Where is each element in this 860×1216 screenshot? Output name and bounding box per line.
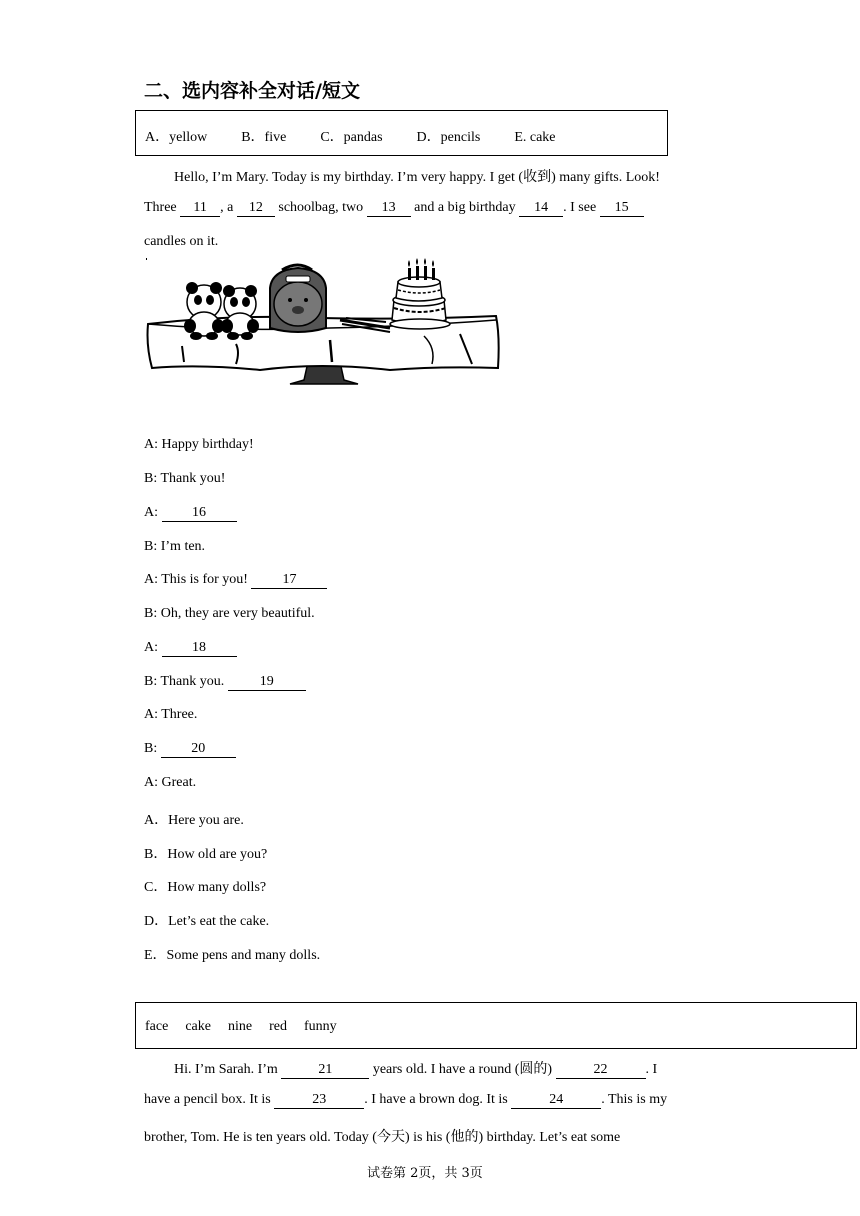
panda-icon [184,282,224,340]
dialogue-line [144,572,327,589]
text: and a big birthday [410,200,520,215]
word-bank [145,1019,354,1035]
dialogue-line [144,640,237,657]
blank-24: 24 [511,1093,601,1109]
text: Three [144,200,181,215]
dialogue-line: A: Three. [144,707,198,722]
text: . I have a brown dog. It is [364,1092,512,1107]
passage1-line3: candles on it. [144,234,219,249]
blank-22: 22 [556,1063,646,1079]
blank-16: 16 [162,506,237,522]
dialogue-line [144,741,236,758]
word-item: funny [303,1019,337,1034]
dialogue-option-c: C．How many dolls? [144,880,267,895]
dialogue-prefix: B: Thank you. [144,674,228,689]
blank-13: 13 [367,201,411,217]
passage1-line2 [144,200,644,217]
blank-20: 20 [161,742,236,758]
passage2-line2 [144,1092,667,1109]
passage2-line3: brother, Tom. He is ten years old. Today (今天) is his (他的) birthday. Let’s eat some [144,1130,621,1145]
dialogue-prefix: A: This is for you! [144,572,252,587]
dialogue-option-d: D．Let’s eat the cake. [144,914,270,929]
text: have a pencil box. It is [144,1092,275,1107]
word-item: cake [185,1019,211,1034]
birthday-gifts-illustration [140,256,510,392]
blank-18: 18 [162,641,237,657]
blank-23: 23 [274,1093,364,1109]
passage2-line1 [174,1058,657,1079]
dialogue-prefix: A: [144,640,162,655]
options-box-1 [135,110,668,156]
blank-19: 19 [228,675,306,691]
dialogue-line [144,674,306,691]
word-item: red [269,1019,287,1034]
section-title: 二、选内容补全对话/短文 [144,80,360,102]
dialogue-line: A: Happy birthday! [144,437,254,452]
page-footer: 试卷第 2页，共 3页 [367,1166,483,1181]
passage1-line1: Hello, I’m Mary. Today is my birthday. I’m very happy. I get (收到) many gifts. Look! [174,170,660,185]
blank-12: 12 [237,201,275,217]
word-item: face [145,1019,169,1034]
dialogue-line [144,505,237,522]
dialogue-line: B: I’m ten. [144,539,206,554]
option-a: A．yellow [145,130,208,145]
text: Hi. I’m Sarah. I’m [174,1062,282,1077]
text: , a [220,200,237,215]
text: schoolbag, two [274,200,367,215]
word-item: nine [227,1019,253,1034]
panda-icon [221,285,259,340]
text: . I [645,1062,658,1077]
blank-17: 17 [251,573,327,589]
birthday-cake-icon [390,258,450,329]
word-bank-box [135,1002,857,1049]
blank-14: 14 [519,201,563,217]
dialogue-line: B: Thank you! [144,471,226,486]
option-d: D．pencils [416,130,481,145]
text: . I see [563,200,600,215]
options-row [145,126,590,146]
text: . This is my [601,1092,668,1107]
schoolbag-icon [270,265,326,332]
dialogue-option-b: B．How old are you? [144,847,268,862]
option-e: E. cake [514,130,556,145]
dialogue-prefix: A: [144,505,162,520]
dialogue-line: A: Great. [144,775,197,790]
dialogue-line: B: Oh, they are very beautiful. [144,606,315,621]
dialogue-prefix: B: [144,741,161,756]
blank-11: 11 [180,201,220,217]
option-b: B．five [241,130,287,145]
text: years old. I have a round (圆的) [369,1062,556,1077]
dialogue-option-a: A．Here you are. [144,813,244,828]
blank-15: 15 [600,201,644,217]
blank-21: 21 [281,1063,369,1079]
option-c: C．pandas [320,130,383,145]
dialogue-option-e: E．Some pens and many dolls. [144,948,321,963]
